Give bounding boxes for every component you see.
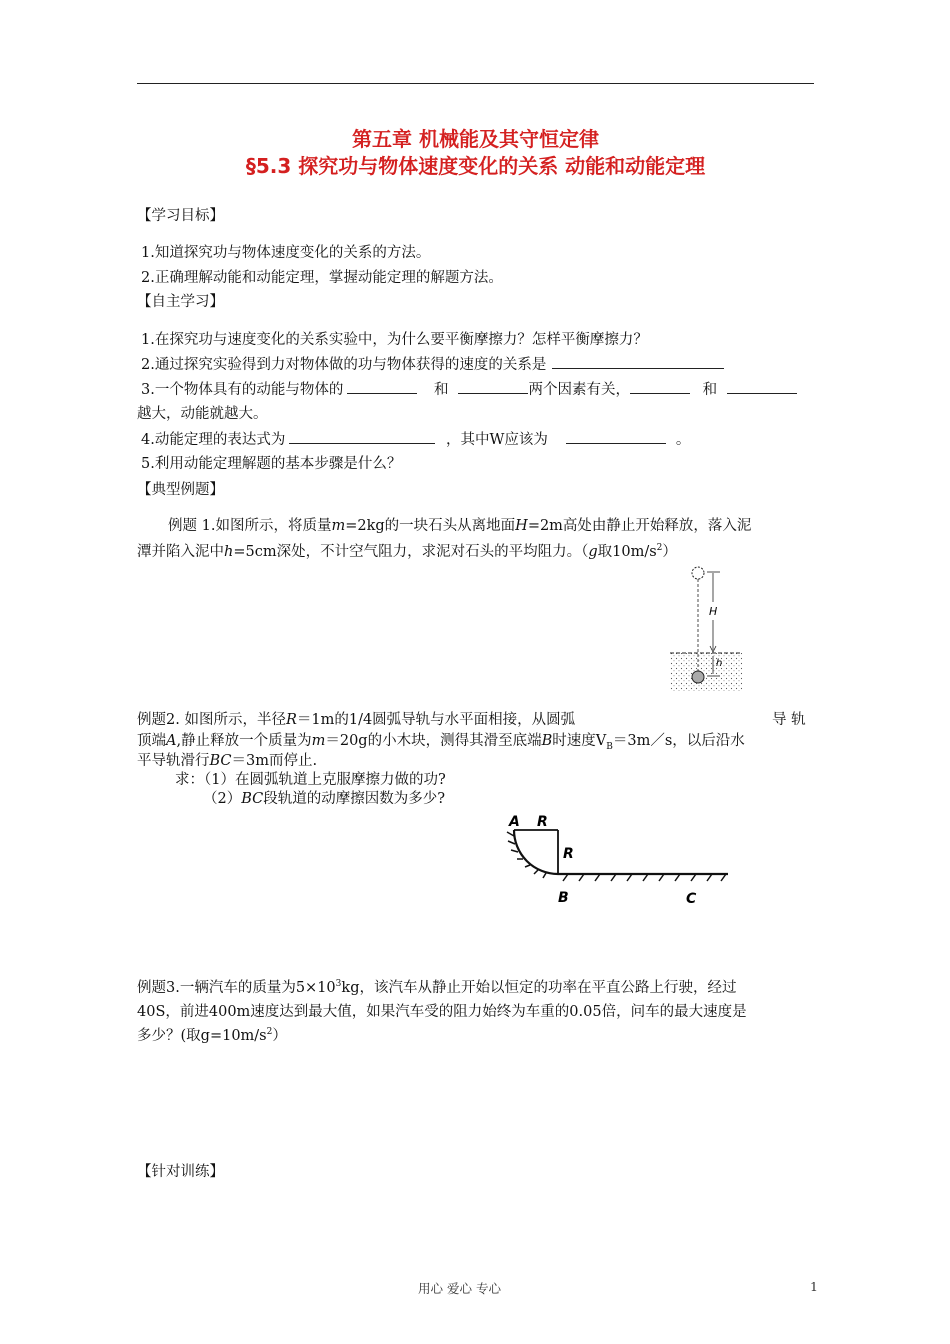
examples-heading: 【典型例题】 [137,482,224,498]
point-A-label: A [509,814,520,830]
self-study-heading: 【自主学习】 [137,294,224,310]
answer-blank[interactable] [727,379,797,394]
example2-line2: 顶端A,静止释放一个质量为m＝20g的小木块，测得其滑至底端B时速度$V_B=3m/s$，以后沿水 [137,733,745,752]
example2-question2: （2）BC段轨道的动摩擦因数为多少? [203,791,446,807]
point-B-label: B [558,890,569,906]
example3-line3: 多少？(取$g=10m/s^2$） [137,1027,287,1044]
arc-track [514,830,558,874]
mud-area [670,653,742,691]
answer-blank[interactable] [630,379,690,394]
answer-blank[interactable] [347,379,417,394]
falling-stone-figure [660,562,750,697]
example1-line2: 潭并陷入泥中h=5cm深处，不计空气阻力，求泥对石头的平均阻力。（g取$10m/s^2$） [137,543,677,560]
example1-line1: 例题 1.如图所示，将质量m=2kg的一块石头从离地面H=2m高处由静止开始释放，落入泥 [168,518,752,534]
depth-h-label: h [716,658,723,669]
example3-line2: 40S，前进400m速度达到最大值，如果汽车受的阻力始终为车重的0.05倍，问车的最大速度是 [137,1004,747,1020]
answer-blank[interactable] [458,379,528,394]
self-study-q4: 4.动能定理的表达式为 ，其中W应该为 。 [141,428,690,449]
example2-line1-end: 导 轨 [772,712,806,728]
goal-item-1: 1.知道探究功与物体速度变化的关系的方法。 [141,245,431,261]
answer-blank[interactable] [566,429,666,444]
radius-top-label: R [537,814,548,830]
example2-question1: 求：（1）在圆弧轨道上克服摩擦力做的功? [175,772,446,788]
example2-line3: 平导轨滑行BC＝3m而停止. [137,753,318,769]
self-study-q3: 3.一个物体具有的动能与物体的 和 两个因素有关， 和 [141,378,797,399]
stone-ball [692,671,704,683]
section-title: §5.3 探究功与物体速度变化的关系 动能和动能定理 [245,154,706,178]
answer-blank[interactable] [552,354,724,369]
footer-text: 用心 爱心 专心 [418,1281,501,1296]
chapter-title: 第五章 机械能及其守恒定律 [352,127,599,151]
self-study-q2: 2.通过探究实验得到力对物体做的功与物体获得的速度的关系是 [141,353,724,374]
training-heading: 【针对训练】 [137,1164,224,1180]
goals-heading: 【学习目标】 [137,208,224,224]
radius-side-label: R [563,846,574,862]
self-study-q1: 1.在探究功与速度变化的关系实验中，为什么要平衡摩擦力？怎样平衡摩擦力？ [141,332,648,348]
example2-line1: 例题2. 如图所示，半径R＝1m的1/4圆弧导轨与水平面相接，从圆弧 [137,712,576,728]
self-study-q3-cont: 越大，动能就越大。 [137,406,268,422]
page-number: 1 [810,1279,818,1294]
stone-start-outline [692,567,704,579]
arc-track-figure [500,810,740,910]
header-rule [137,83,814,84]
goal-item-2: 2.正确理解动能和动能定理，掌握动能定理的解题方法。 [141,270,503,286]
self-study-q5: 5.利用动能定理解题的基本步骤是什么？ [141,456,402,472]
point-C-label: C [686,891,697,907]
example3-line1: 例题3.一辆汽车的质量为$5\times 10^3kg$，该汽车从静止开始以恒定的功率在平直公路上行驶，经过 [137,979,737,996]
answer-blank[interactable] [289,429,435,444]
height-H-label: H [709,605,718,618]
